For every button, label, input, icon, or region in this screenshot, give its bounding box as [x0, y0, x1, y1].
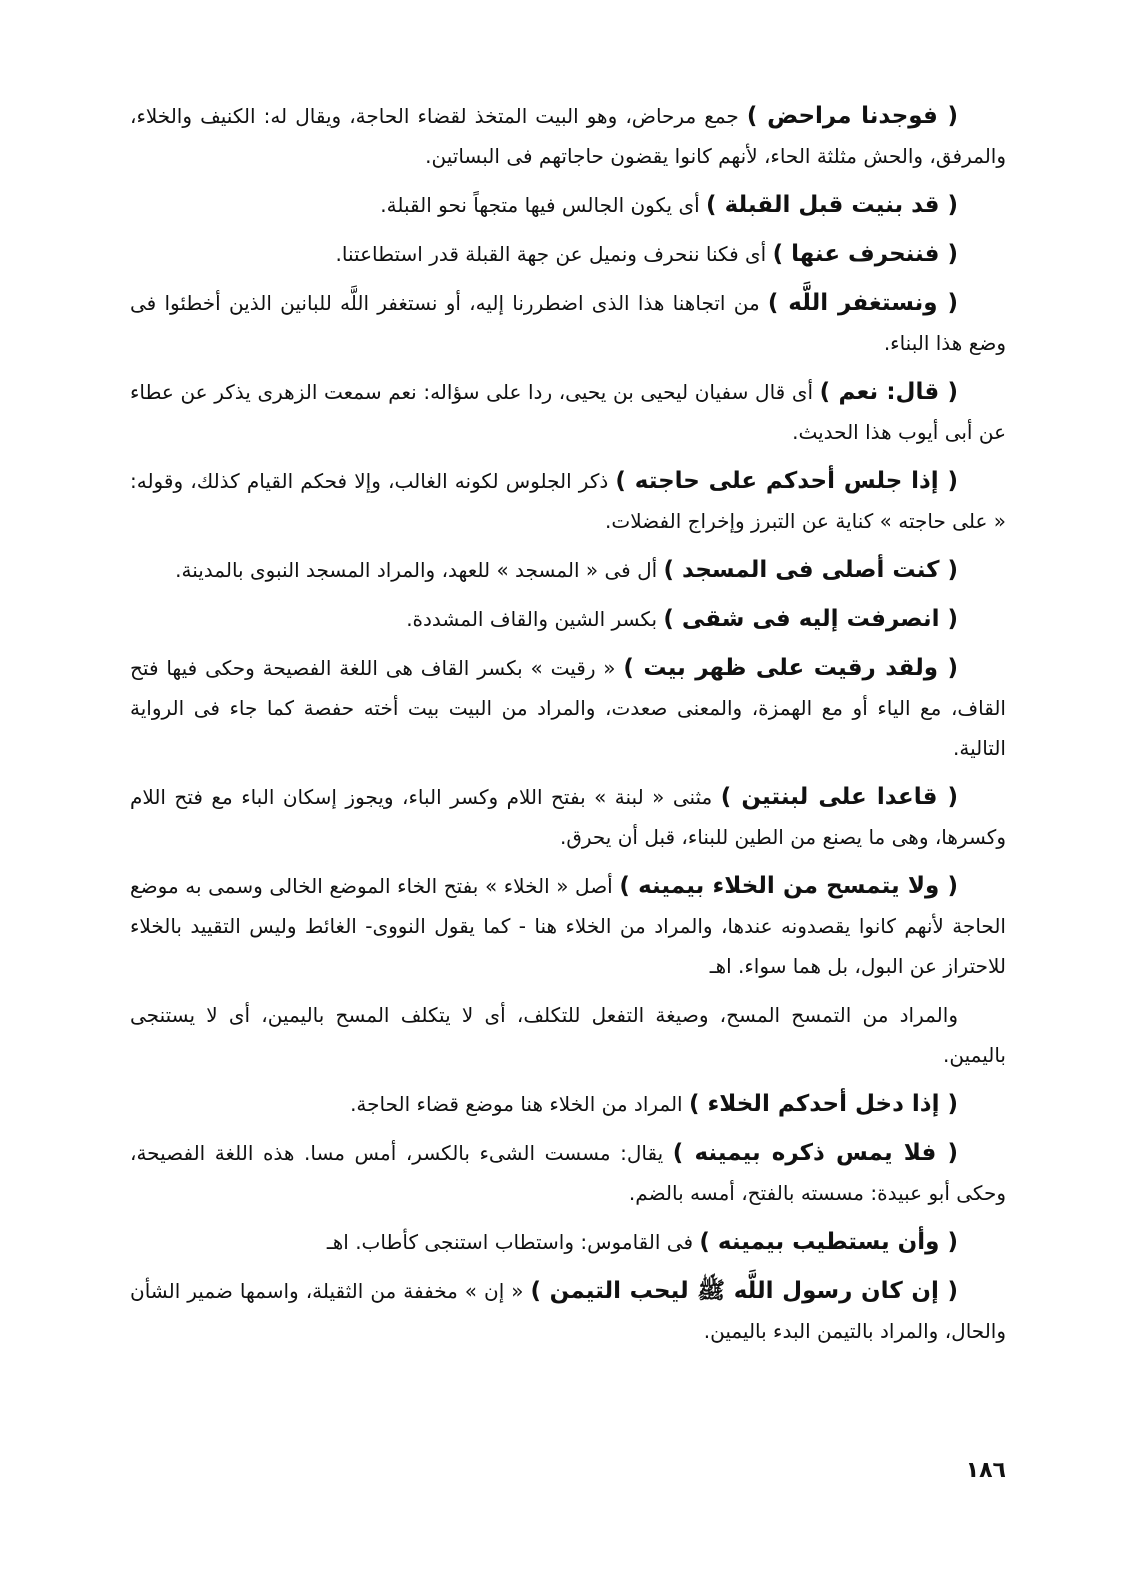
- paragraph-head: ( قد بنيت قبل القبلة ): [706, 192, 958, 218]
- paragraph-head: ( ولا يتمسح من الخلاء بيمينه ): [619, 873, 959, 899]
- paragraph-6: [130, 461, 1006, 541]
- page-number: ١٨٦: [965, 1458, 1006, 1483]
- paragraph-text: يقال: مسست الشىء بالكسر، أمس مسا. هذه اللغة الفصيحة، وحكى أبو عبيدة: مسسته بالفتح، أمسه بالضم.: [130, 1141, 1006, 1205]
- paragraph-text: أل فى « المسجد » للعهد، والمراد المسجد النبوى بالمدينة.: [175, 558, 664, 582]
- paragraph-text: أى فكنا ننحرف ونميل عن جهة القبلة قدر استطاعتنا.: [335, 242, 773, 266]
- paragraph-text: المراد من الخلاء هنا موضع قضاء الحاجة.: [350, 1092, 689, 1116]
- paragraph-head: ( إذا دخل أحدكم الخلاء ): [688, 1091, 958, 1117]
- paragraph-head: ( انصرفت إليه فى شقى ): [663, 606, 958, 632]
- paragraph-text: مثنى « لبنة » بفتح اللام وكسر الباء، ويجوز إسكان الباء مع فتح اللام وكسرها، وهى ما يصنع من الطين للبناء، قبل أن يحرق.: [130, 785, 1006, 849]
- paragraph-head: ( إن كان رسول اللَّه ﷺ ليحب التيمن ): [530, 1278, 958, 1304]
- paragraph-text: والمراد من التمسح المسح، وصيغة التفعل للتكلف، أى لا يتكلف المسح باليمين، أى لا يستنجى باليمين.: [130, 1003, 1006, 1067]
- paragraph-text: أصل « الخلاء » بفتح الخاء الموضع الخالى وسمى به موضع الحاجة لأنهم كانوا يقصدونه عندها، والمراد من الخلاء هنا - كما يقول النووى- الغائط وليس التقييد بالخلاء للاحتراز عن البول، بل هما سواء. اهـ: [130, 874, 1006, 978]
- paragraph-head: ( وأن يستطيب بيمينه ): [699, 1229, 958, 1255]
- paragraph-text: ذكر الجلوس لكونه الغالب، وإلا فحكم القيام كذلك، وقوله: « على حاجته » كناية عن التبرز وإخراج الفضلات.: [130, 469, 1006, 533]
- paragraph-7: [130, 550, 1006, 590]
- paragraph-head: ( إذا جلس أحدكم على حاجته ): [615, 468, 958, 494]
- paragraph-text: أى يكون الجالس فيها متجهاً نحو القبلة.: [380, 193, 707, 217]
- paragraph-5: [130, 372, 1006, 452]
- paragraph-head: ( ولقد رقيت على ظهر بيت ): [623, 655, 958, 681]
- paragraph-9: [130, 648, 1006, 768]
- paragraph-4: [130, 283, 1006, 363]
- paragraph-head: ( فننحرف عنها ): [772, 241, 958, 267]
- paragraph-8: [130, 599, 1006, 639]
- paragraph-12: [130, 995, 1006, 1075]
- paragraph-3: [130, 234, 1006, 274]
- paragraph-11: [130, 866, 1006, 986]
- paragraph-text: « رقيت » بكسر القاف هى اللغة الفصيحة وحكى فيها فتح القاف، مع الياء أو مع الهمزة، والمعنى صعدت، والمراد من البيت بيت أخته حفصة كما جاء فى الرواية التالية.: [130, 656, 1006, 760]
- paragraph-head: ( فوجدنا مراحض ): [746, 103, 958, 129]
- paragraph-head: ( فلا يمس ذكره بيمينه ): [672, 1140, 959, 1166]
- paragraph-10: [130, 777, 1006, 857]
- paragraph-14: [130, 1133, 1006, 1213]
- paragraph-1: [130, 96, 1006, 176]
- paragraph-text: جمع مرحاض، وهو البيت المتخذ لقضاء الحاجة، ويقال له: الكنيف والخلاء، والمرفق، والحش مثلثة الحاء، لأنهم كانوا يقضون حاجاتهم فى البساتين.: [130, 104, 1006, 168]
- paragraph-2: [130, 185, 1006, 225]
- paragraph-text: أى قال سفيان ليحيى بن يحيى، ردا على سؤاله: نعم سمعت الزهرى يذكر عن عطاء عن أبى أيوب هذا الحديث.: [130, 380, 1006, 444]
- paragraph-text: بكسر الشين والقاف المشددة.: [406, 607, 664, 631]
- paragraph-text: « إن » مخففة من الثقيلة، واسمها ضمير الشأن والحال، والمراد بالتيمن البدء باليمين.: [130, 1279, 1006, 1343]
- paragraph-13: [130, 1084, 1006, 1124]
- paragraph-head: ( ونستغفر اللَّه ): [767, 290, 958, 316]
- paragraph-16: [130, 1271, 1006, 1351]
- paragraph-15: [130, 1222, 1006, 1262]
- page-body: [130, 96, 1006, 1360]
- paragraph-head: ( كنت أصلى فى المسجد ): [663, 557, 958, 583]
- paragraph-text: فى القاموس: واستطاب استنجى كأطاب. اهـ: [326, 1230, 700, 1254]
- paragraph-head: ( قاعدا على لبنتين ): [720, 784, 959, 810]
- paragraph-text: من اتجاهنا هذا الذى اضطررنا إليه، أو نستغفر اللَّه للبانين الذين أخطئوا فى وضع هذا البناء.: [130, 291, 1006, 355]
- paragraph-head: ( قال: نعم ): [819, 379, 958, 405]
